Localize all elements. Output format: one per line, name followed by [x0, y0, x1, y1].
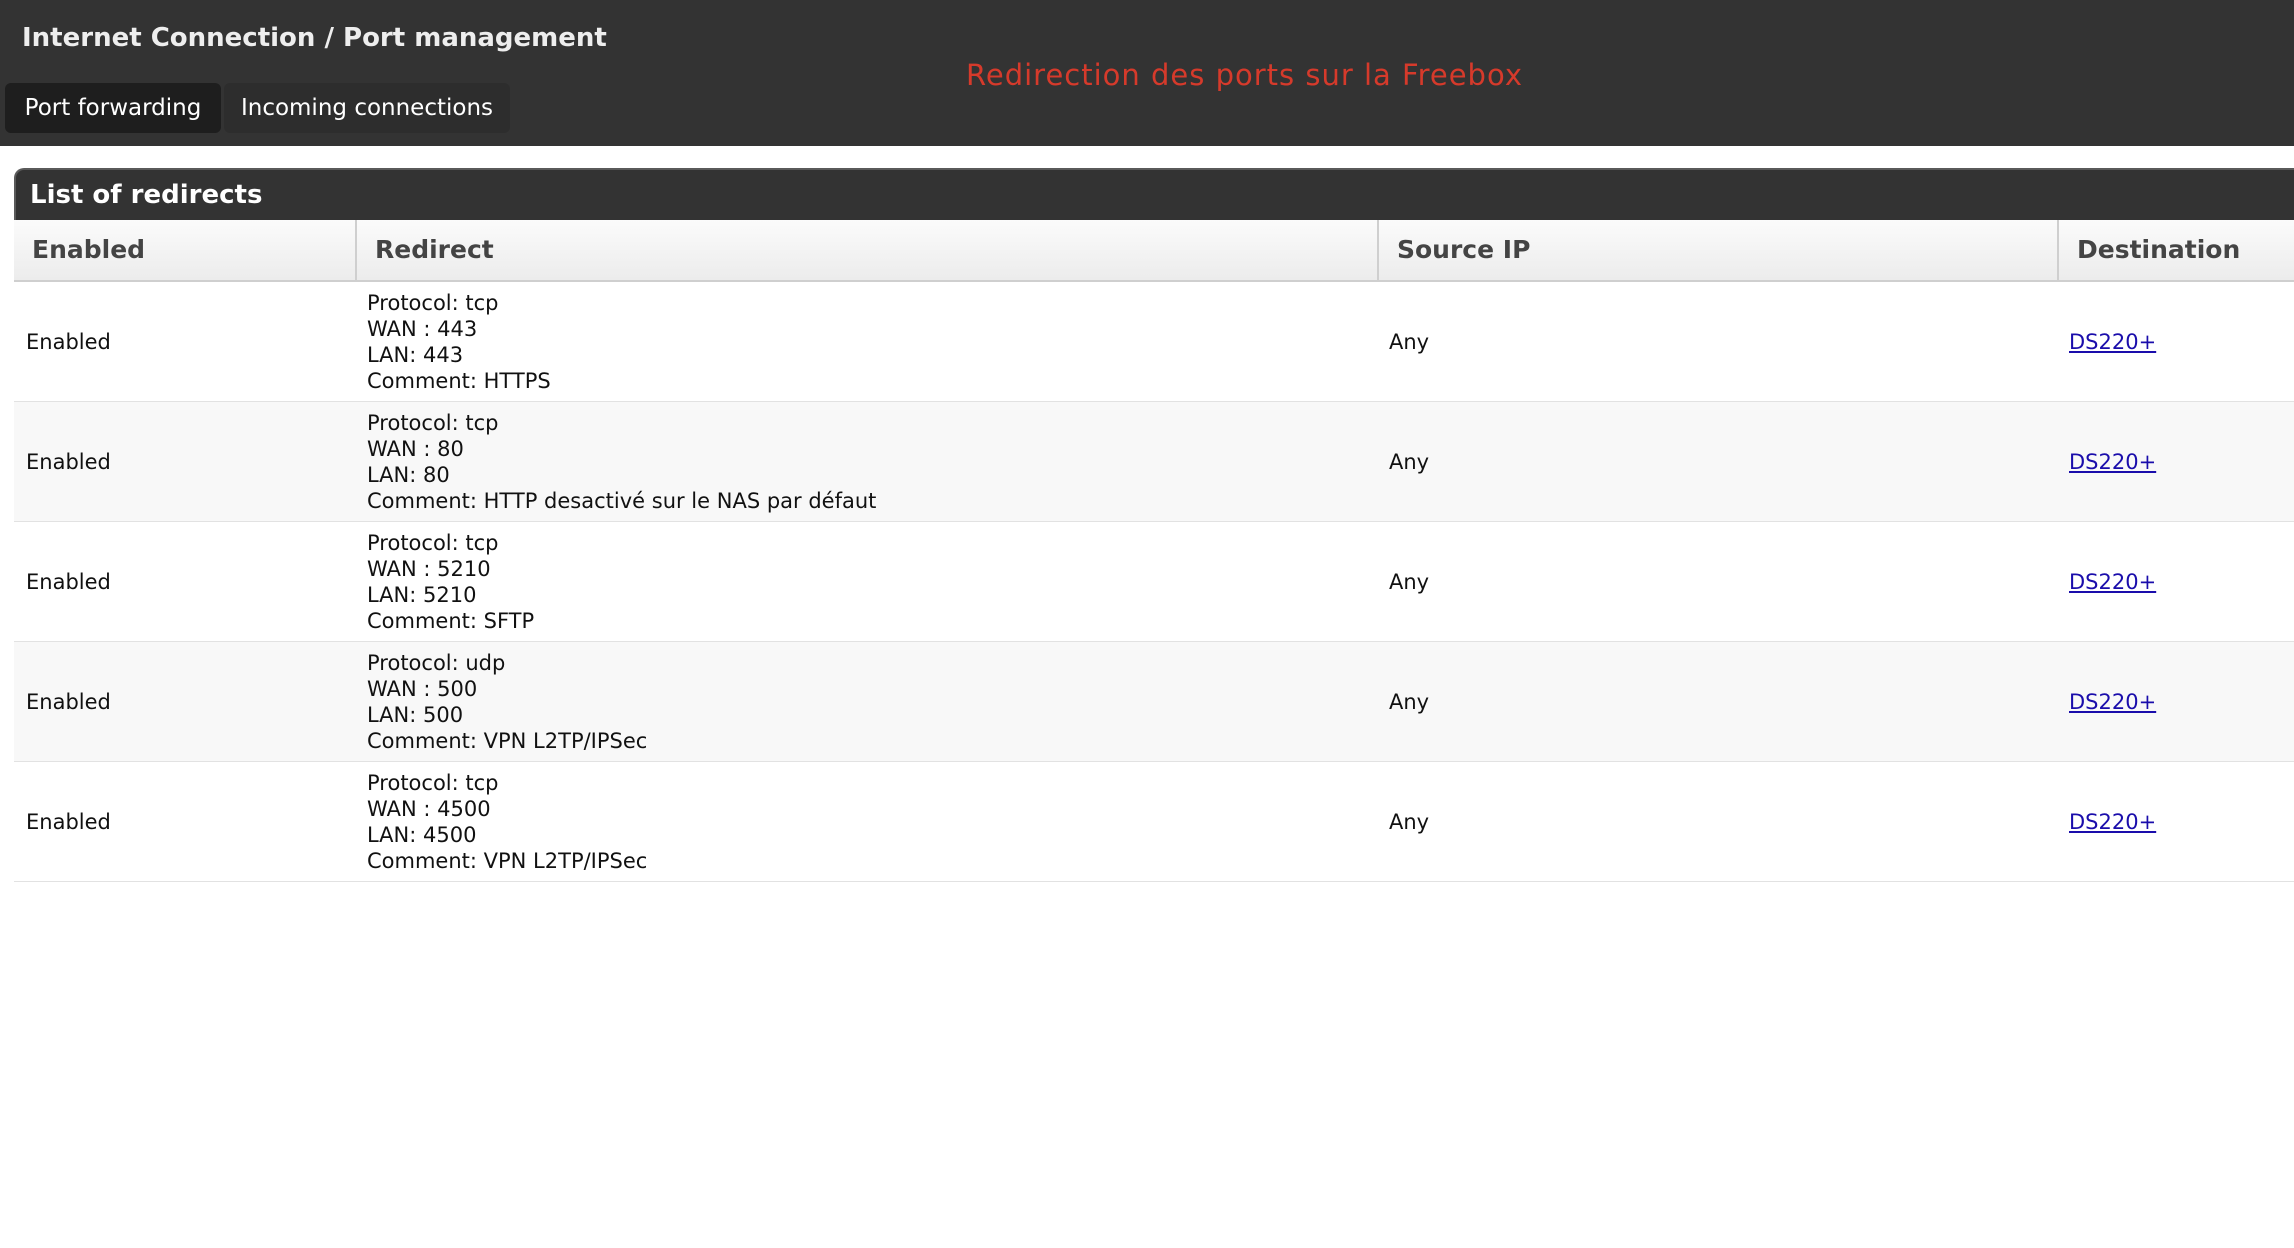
table-row[interactable]	[14, 402, 2294, 522]
table-row[interactable]	[14, 282, 2294, 402]
redirect-comment: Comment: HTTPS	[367, 368, 551, 393]
redirect-lan: LAN: 4500	[367, 822, 477, 847]
column-header-redirect[interactable]: Redirect	[355, 220, 1377, 280]
enabled-cell: Enabled	[26, 329, 111, 354]
redirect-cell	[367, 402, 876, 521]
top-header	[0, 0, 2294, 146]
column-header-enabled[interactable]: Enabled	[32, 235, 146, 264]
source-ip-cell: Any	[1389, 689, 1430, 714]
destination-link[interactable]: DS220+	[2069, 449, 2157, 474]
redirect-comment: Comment: VPN L2TP/IPSec	[367, 728, 648, 753]
redirect-cell	[367, 642, 647, 761]
annotation-text: Redirection des ports sur la Freebox	[966, 58, 1523, 92]
redirect-wan: WAN : 5210	[367, 556, 491, 581]
destination-cell	[2069, 402, 2156, 521]
destination-cell	[2069, 282, 2156, 401]
column-header-destination[interactable]: Destination	[2057, 220, 2294, 280]
redirect-cell	[367, 762, 647, 881]
table-row[interactable]	[14, 762, 2294, 882]
redirect-comment: Comment: HTTP desactivé sur le NAS par défaut	[367, 488, 877, 513]
tab-incoming-connections[interactable]: Incoming connections	[224, 83, 510, 133]
panel-title: List of redirects	[30, 180, 263, 210]
source-ip-cell: Any	[1389, 449, 1430, 474]
redirect-lan: LAN: 5210	[367, 582, 477, 607]
enabled-cell: Enabled	[26, 569, 111, 594]
redirects-table-body	[14, 282, 2294, 882]
redirect-cell	[367, 522, 534, 641]
source-ip-cell: Any	[1389, 329, 1430, 354]
page-breadcrumb: Internet Connection / Port management	[22, 23, 607, 53]
tab-port-forwarding[interactable]: Port forwarding	[5, 83, 221, 133]
destination-link[interactable]: DS220+	[2069, 569, 2157, 594]
redirect-lan: LAN: 443	[367, 342, 464, 367]
redirect-wan: WAN : 80	[367, 436, 464, 461]
destination-cell	[2069, 762, 2156, 881]
redirect-comment: Comment: VPN L2TP/IPSec	[367, 848, 648, 873]
source-ip-cell: Any	[1389, 569, 1430, 594]
redirect-lan: LAN: 500	[367, 702, 464, 727]
redirect-protocol: Protocol: tcp	[367, 530, 499, 555]
column-header-source-ip[interactable]: Source IP	[1377, 220, 2057, 280]
redirect-protocol: Protocol: udp	[367, 650, 506, 675]
table-row[interactable]	[14, 642, 2294, 762]
table-row[interactable]	[14, 522, 2294, 642]
redirect-comment: Comment: SFTP	[367, 608, 535, 633]
enabled-cell: Enabled	[26, 449, 111, 474]
source-ip-cell: Any	[1389, 809, 1430, 834]
redirect-lan: LAN: 80	[367, 462, 450, 487]
destination-cell	[2069, 642, 2156, 761]
redirect-protocol: Protocol: tcp	[367, 290, 499, 315]
redirect-protocol: Protocol: tcp	[367, 770, 499, 795]
redirects-panel-header	[14, 168, 2294, 220]
redirect-wan: WAN : 4500	[367, 796, 491, 821]
destination-link[interactable]: DS220+	[2069, 689, 2157, 714]
table-header	[14, 220, 2294, 282]
redirect-protocol: Protocol: tcp	[367, 410, 499, 435]
enabled-cell: Enabled	[26, 809, 111, 834]
redirect-wan: WAN : 443	[367, 316, 478, 341]
destination-link[interactable]: DS220+	[2069, 809, 2157, 834]
redirect-wan: WAN : 500	[367, 676, 478, 701]
redirect-cell	[367, 282, 551, 401]
destination-link[interactable]: DS220+	[2069, 329, 2157, 354]
destination-cell	[2069, 522, 2156, 641]
enabled-cell: Enabled	[26, 689, 111, 714]
